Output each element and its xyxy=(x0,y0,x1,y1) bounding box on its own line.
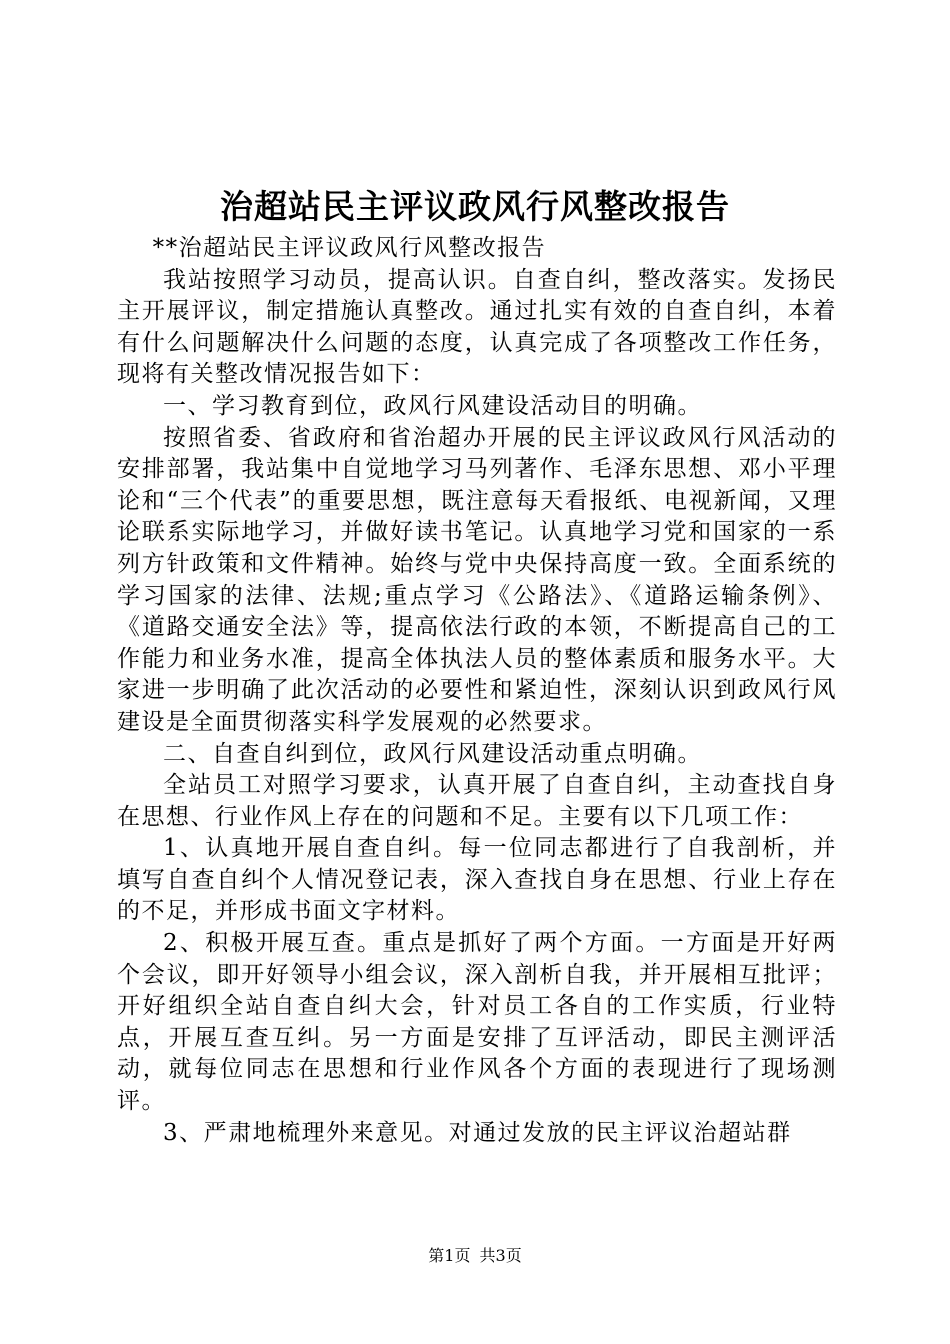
paragraph-section-1: 按照省委、省政府和省治超办开展的民主评议政风行风活动的安排部署，我站集中自觉地学习马列著作、毛泽东思想、邓小平理论和“三个代表”的重要思想，既注意每天看报纸、电视新闻，又理论联系实际地学习，并做好读书笔记。认真地学习党和国家的一系列方针政策和文件精神。始终与党中央保持高度一致。全面系统的学习国家的法律、法规;重点学习《公路法》、《道路运输条例》、《道路交通安全法》等，提高依法行政的本领，不断提高自己的工作能力和业务水准，提高全体执法人员的整体素质和服务水平。大家进一步明确了此次活动的必要性和紧迫性，深刻认识到政风行风建设是全面贯彻落实科学发展观的必然要求。 xyxy=(117,424,837,735)
document-body xyxy=(117,233,837,1149)
paragraph-subtitle: **治超站民主评议政风行风整改报告 xyxy=(152,235,547,261)
section-heading-2: 二、自查自纠到位，政风行风建设活动重点明确。 xyxy=(163,740,702,767)
section-heading-1: 一、学习教育到位，政风行风建设活动目的明确。 xyxy=(163,392,702,419)
paragraph-section-2: 全站员工对照学习要求，认真开展了自查自纠，主动查找自身在思想、行业作风上存在的问题和不足。主要有以下几项工作： xyxy=(117,772,837,830)
page-footer xyxy=(0,1244,950,1268)
list-item-2: 2、积极开展互查。重点是抓好了两个方面。一方面是开好两个会议，即开好领导小组会议，深入剖析自我，并开展相互批评；开好组织全站自查自纠大会，针对员工各自的工作实质，行业特点，开展互查互纠。另一方面是安排了互评活动，即民主测评活动，就每位同志在思想和行业作风各个方面的表现进行了现场测评。 xyxy=(117,930,837,1115)
list-item-3: 3、严肃地梳理外来意见。对通过发放的民主评议治超站群 xyxy=(163,1119,792,1146)
document-title: 治超站民主评议政风行风整改报告 xyxy=(220,187,730,226)
page-total: 共3页 xyxy=(479,1246,522,1265)
page-number: 第1页 xyxy=(428,1246,471,1265)
list-item-1: 1、认真地开展自查自纠。每一位同志都进行了自我剖析，并填写自查自纠个人情况登记表，深入查找自身在思想、行业上存在的不足，并形成书面文字材料。 xyxy=(117,835,837,925)
paragraph-intro: 我站按照学习动员，提高认识。自查自纠，整改落实。发扬民主开展评议，制定措施认真整改。通过扎实有效的自查自纠，本着有什么问题解决什么问题的态度，认真完成了各项整改工作任务，现将有关整改情况报告如下： xyxy=(117,266,837,388)
